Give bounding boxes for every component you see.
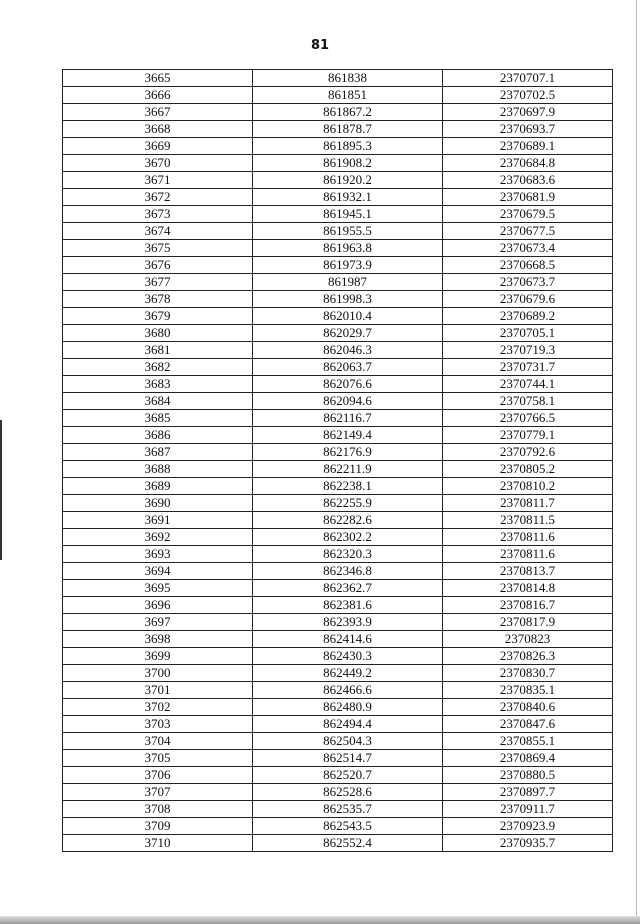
y-coordinate-cell: 2370835.1 [443,682,613,699]
point-number-cell: 3705 [63,750,253,767]
y-coordinate-cell: 2370813.7 [443,563,613,580]
table-row [63,189,613,206]
point-number-cell: 3701 [63,682,253,699]
table-row [63,172,613,189]
x-coordinate-cell: 861987 [253,274,443,291]
table-row [63,784,613,801]
table-row [63,648,613,665]
y-coordinate-cell: 2370823 [443,631,613,648]
point-number-cell: 3702 [63,699,253,716]
table-row [63,87,613,104]
table-row [63,274,613,291]
point-number-cell: 3682 [63,359,253,376]
point-number-cell: 3700 [63,665,253,682]
y-coordinate-cell: 2370805.2 [443,461,613,478]
x-coordinate-cell: 862346.8 [253,563,443,580]
point-number-cell: 3709 [63,818,253,835]
x-coordinate-cell: 862466.6 [253,682,443,699]
table-row [63,308,613,325]
x-coordinate-cell: 862449.2 [253,665,443,682]
y-coordinate-cell: 2370705.1 [443,325,613,342]
x-coordinate-cell: 862149.4 [253,427,443,444]
table-row [63,410,613,427]
x-coordinate-cell: 861963.8 [253,240,443,257]
table-row [63,512,613,529]
table-row [63,682,613,699]
x-coordinate-cell: 862076.6 [253,376,443,393]
y-coordinate-cell: 2370719.3 [443,342,613,359]
x-coordinate-cell: 861973.9 [253,257,443,274]
x-coordinate-cell: 861838 [253,70,443,87]
point-number-cell: 3680 [63,325,253,342]
x-coordinate-cell: 862211.9 [253,461,443,478]
x-coordinate-cell: 861920.2 [253,172,443,189]
point-number-cell: 3667 [63,104,253,121]
point-number-cell: 3683 [63,376,253,393]
point-number-cell: 3666 [63,87,253,104]
point-number-cell: 3689 [63,478,253,495]
point-number-cell: 3697 [63,614,253,631]
y-coordinate-cell: 2370766.5 [443,410,613,427]
point-number-cell: 3688 [63,461,253,478]
table-row [63,767,613,784]
x-coordinate-cell: 862535.7 [253,801,443,818]
y-coordinate-cell: 2370679.6 [443,291,613,308]
point-number-cell: 3703 [63,716,253,733]
y-coordinate-cell: 2370707.1 [443,70,613,87]
point-number-cell: 3698 [63,631,253,648]
y-coordinate-cell: 2370817.9 [443,614,613,631]
x-coordinate-cell: 862480.9 [253,699,443,716]
x-coordinate-cell: 862362.7 [253,580,443,597]
point-number-cell: 3707 [63,784,253,801]
x-coordinate-cell: 862320.3 [253,546,443,563]
table-row [63,563,613,580]
table-row [63,104,613,121]
x-coordinate-cell: 862094.6 [253,393,443,410]
point-number-cell: 3670 [63,155,253,172]
table-row [63,138,613,155]
table-row [63,121,613,138]
point-number-cell: 3692 [63,529,253,546]
table-row [63,223,613,240]
point-number-cell: 3704 [63,733,253,750]
table-row [63,342,613,359]
y-coordinate-cell: 2370731.7 [443,359,613,376]
point-number-cell: 3684 [63,393,253,410]
x-coordinate-cell: 862543.5 [253,818,443,835]
y-coordinate-cell: 2370792.6 [443,444,613,461]
x-coordinate-cell: 862302.2 [253,529,443,546]
y-coordinate-cell: 2370847.6 [443,716,613,733]
point-number-cell: 3696 [63,597,253,614]
y-coordinate-cell: 2370689.1 [443,138,613,155]
y-coordinate-cell: 2370693.7 [443,121,613,138]
y-coordinate-cell: 2370758.1 [443,393,613,410]
point-number-cell: 3706 [63,767,253,784]
x-coordinate-cell: 861867.2 [253,104,443,121]
x-coordinate-cell: 862520.7 [253,767,443,784]
x-coordinate-cell: 861955.5 [253,223,443,240]
y-coordinate-cell: 2370810.2 [443,478,613,495]
x-coordinate-cell: 861932.1 [253,189,443,206]
y-coordinate-cell: 2370855.1 [443,733,613,750]
table-row [63,257,613,274]
table-row [63,155,613,172]
point-number-cell: 3672 [63,189,253,206]
x-coordinate-cell: 862238.1 [253,478,443,495]
point-number-cell: 3673 [63,206,253,223]
table-row [63,597,613,614]
table-row [63,240,613,257]
table-row [63,70,613,87]
point-number-cell: 3665 [63,70,253,87]
table-row [63,580,613,597]
point-number-cell: 3677 [63,274,253,291]
y-coordinate-cell: 2370673.7 [443,274,613,291]
x-coordinate-cell: 862528.6 [253,784,443,801]
table-row [63,665,613,682]
scan-edge-mark [636,0,637,924]
y-coordinate-cell: 2370697.9 [443,104,613,121]
point-number-cell: 3690 [63,495,253,512]
point-number-cell: 3693 [63,546,253,563]
table-row [63,359,613,376]
point-number-cell: 3676 [63,257,253,274]
x-coordinate-cell: 861908.2 [253,155,443,172]
point-number-cell: 3708 [63,801,253,818]
x-coordinate-cell: 861945.1 [253,206,443,223]
y-coordinate-cell: 2370683.6 [443,172,613,189]
x-coordinate-cell: 862514.7 [253,750,443,767]
x-coordinate-cell: 861998.3 [253,291,443,308]
x-coordinate-cell: 862430.3 [253,648,443,665]
y-coordinate-cell: 2370684.8 [443,155,613,172]
x-coordinate-cell: 862176.9 [253,444,443,461]
x-coordinate-cell: 862282.6 [253,512,443,529]
table-row [63,733,613,750]
point-number-cell: 3694 [63,563,253,580]
x-coordinate-cell: 862381.6 [253,597,443,614]
table-row [63,818,613,835]
table-row [63,376,613,393]
table-row [63,716,613,733]
table-row [63,750,613,767]
table-row [63,461,613,478]
y-coordinate-cell: 2370673.4 [443,240,613,257]
y-coordinate-cell: 2370897.7 [443,784,613,801]
x-coordinate-cell: 862116.7 [253,410,443,427]
x-coordinate-cell: 862063.7 [253,359,443,376]
table-row [63,699,613,716]
y-coordinate-cell: 2370744.1 [443,376,613,393]
y-coordinate-cell: 2370869.4 [443,750,613,767]
table-row [63,444,613,461]
point-number-cell: 3681 [63,342,253,359]
point-number-cell: 3699 [63,648,253,665]
point-number-cell: 3668 [63,121,253,138]
x-coordinate-cell: 862046.3 [253,342,443,359]
table-row [63,631,613,648]
table-row [63,529,613,546]
x-coordinate-cell: 862393.9 [253,614,443,631]
point-number-cell: 3687 [63,444,253,461]
table-row [63,325,613,342]
y-coordinate-cell: 2370811.5 [443,512,613,529]
x-coordinate-cell: 861895.3 [253,138,443,155]
y-coordinate-cell: 2370779.1 [443,427,613,444]
x-coordinate-cell: 861878.7 [253,121,443,138]
table-row [63,835,613,852]
table-row [63,427,613,444]
x-coordinate-cell: 862504.3 [253,733,443,750]
y-coordinate-cell: 2370830.7 [443,665,613,682]
y-coordinate-cell: 2370814.8 [443,580,613,597]
point-number-cell: 3671 [63,172,253,189]
y-coordinate-cell: 2370911.7 [443,801,613,818]
table-row [63,291,613,308]
point-number-cell: 3675 [63,240,253,257]
x-coordinate-cell: 862552.4 [253,835,443,852]
y-coordinate-cell: 2370840.6 [443,699,613,716]
y-coordinate-cell: 2370816.7 [443,597,613,614]
point-number-cell: 3678 [63,291,253,308]
table-row [63,614,613,631]
y-coordinate-cell: 2370811.6 [443,529,613,546]
y-coordinate-cell: 2370880.5 [443,767,613,784]
y-coordinate-cell: 2370677.5 [443,223,613,240]
table-row [63,495,613,512]
page-number: 81 [310,38,330,53]
y-coordinate-cell: 2370689.2 [443,308,613,325]
y-coordinate-cell: 2370679.5 [443,206,613,223]
scan-bottom-edge [0,916,640,924]
y-coordinate-cell: 2370935.7 [443,835,613,852]
scan-edge-mark [0,420,2,560]
point-number-cell: 3710 [63,835,253,852]
point-number-cell: 3674 [63,223,253,240]
y-coordinate-cell: 2370826.3 [443,648,613,665]
coordinate-table-body [63,70,613,852]
point-number-cell: 3679 [63,308,253,325]
table-row [63,206,613,223]
y-coordinate-cell: 2370702.5 [443,87,613,104]
x-coordinate-cell: 862010.4 [253,308,443,325]
x-coordinate-cell: 862414.6 [253,631,443,648]
x-coordinate-cell: 861851 [253,87,443,104]
x-coordinate-cell: 862494.4 [253,716,443,733]
coordinate-table [62,69,613,852]
y-coordinate-cell: 2370681.9 [443,189,613,206]
point-number-cell: 3685 [63,410,253,427]
point-number-cell: 3695 [63,580,253,597]
table-row [63,393,613,410]
point-number-cell: 3691 [63,512,253,529]
table-row [63,478,613,495]
y-coordinate-cell: 2370923.9 [443,818,613,835]
x-coordinate-cell: 862255.9 [253,495,443,512]
point-number-cell: 3686 [63,427,253,444]
x-coordinate-cell: 862029.7 [253,325,443,342]
point-number-cell: 3669 [63,138,253,155]
y-coordinate-cell: 2370811.6 [443,546,613,563]
table-row [63,801,613,818]
table-row [63,546,613,563]
y-coordinate-cell: 2370811.7 [443,495,613,512]
y-coordinate-cell: 2370668.5 [443,257,613,274]
